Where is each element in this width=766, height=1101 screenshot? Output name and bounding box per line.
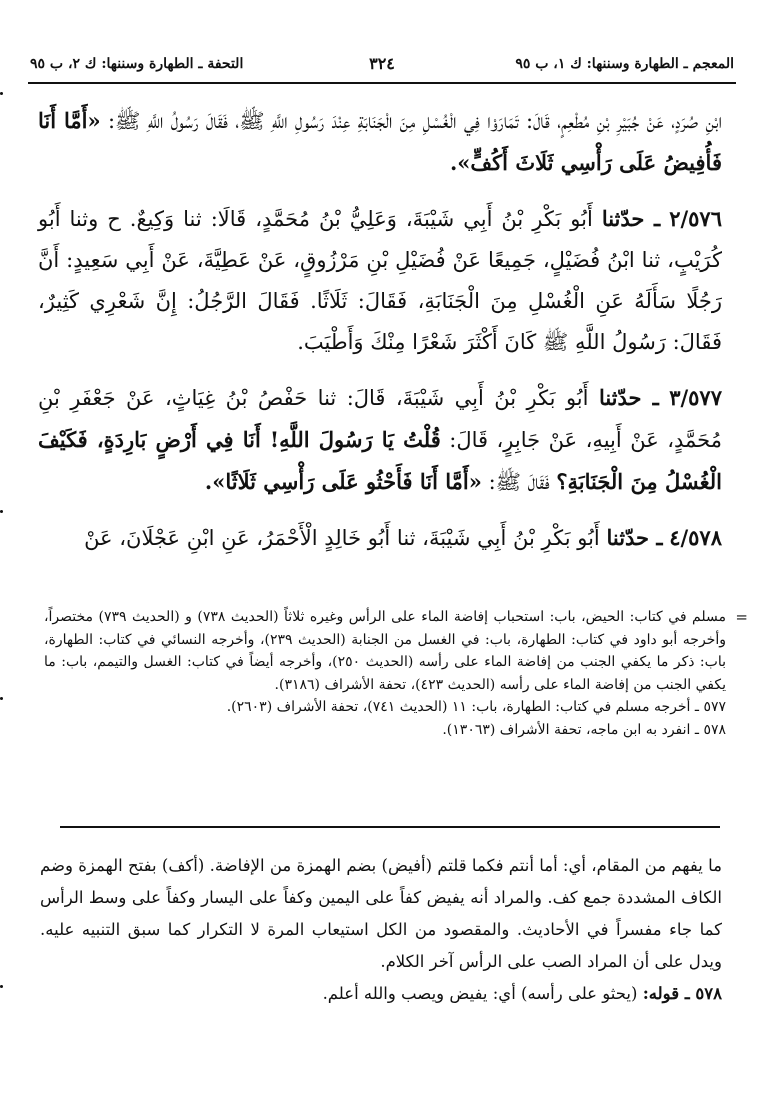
paragraph-text-2: فَقَالَ ﷺ: (488, 470, 550, 494)
margin-dot (0, 697, 3, 700)
header-left-title: التحفة ـ الطهارة وسننها: ك ٢، ب ٩٥ (30, 56, 244, 72)
prophet-quote: «أَمَّا أَنَا فَأُفِيضُ عَلَى رَأْسِي ثَلَاثَ أَكُفٍّ». (38, 108, 722, 175)
commentary-text: (يحثو على رأسه) أي: يفيض ويصب والله أعلم. (322, 984, 638, 1003)
margin-dot (0, 92, 3, 95)
hadith-576 (38, 198, 722, 363)
hadith-number: ٣/٥٧٧ (669, 385, 722, 410)
commentary-paragraph: ما يفهم من المقام، أي: أما أنتم فكما قلتم (أفيض) بضم الهمزة من الإفاضة. (أكف) بفتح الهمزة وضم الكاف المشددة جمع كف. والمراد أنه يفيض كفاً على اليمين وكفاً على اليسار وكفاً على وسط الرأس كما جاء مفسراً في الأحاديث. والمقصود من الكل استيعاب المرة لا التكرار كما سبق التنبيه عليه. ويدل على أن المراد الصب على الرأس آخر الكلام. (40, 856, 722, 971)
footnote-578: ٥٧٨ ـ انفرد به ابن ماجه، تحفة الأشراف (١٣٠٦٣). (442, 721, 726, 738)
prophet-quote: «أَمَّا أَنَا فَأَحْثُو عَلَى رَأْسِي ثَلَاثًا». (204, 469, 482, 494)
main-text (38, 100, 722, 573)
header-divider (28, 82, 736, 84)
question-text: قُلْتُ يَا رَسُولَ اللَّهِ! أَنَا فِي أَرْضٍ بَارِدَةٍ، فَكَيْفَ الْغُسْلُ مِنَ الْجَنَابَةِ؟ (38, 427, 722, 494)
page-number: ٣٢٤ (369, 54, 395, 73)
haddathana-label: ـ حدّثنا (601, 206, 661, 231)
commentary-578 (40, 978, 722, 1010)
footnote-divider (60, 826, 720, 828)
footnote-577: ٥٧٧ ـ أخرجه مسلم في كتاب: الطهارة، باب: ١١ (الحديث ٧٤١)، تحفة الأشراف (٢٦٠٣). (226, 699, 726, 715)
margin-dot (0, 510, 3, 513)
takhrij-footnotes (44, 606, 748, 741)
header-right-title: المعجم ـ الطهارة وسننها: ك ١، ب ٩٥ (515, 56, 734, 72)
hadith-number: ٤/٥٧٨ (669, 525, 722, 550)
continuation-sign: = (735, 608, 748, 626)
paragraph-text: أَبُو بَكْرِ بْنُ أَبِي شَيْبَةَ، وَعَلِيُّ بْنُ مُحَمَّدٍ، قَالَا: ثنا وَكِيعٌ. ح وثنا أَبُو كُرَيْبٍ، ثنا ابْنُ فُضَيْلٍ، جَمِيعًا عَنْ فُضَيْلِ بْنِ مَرْزُوقٍ، عَنْ عَطِيَّةَ، عَنْ أَبِي سَعِيدٍ: أَنَّ رَجُلًا سَأَلَهُ عَنِ الْغُسْلِ مِنَ الْجَنَابَةِ، فَقَالَ: ثَلَاثًا. فَقَالَ الرَّجُلُ: إِنَّ شَعْرِي كَثِيرٌ، فَقَالَ: رَسُولُ اللَّهِ ﷺ كَانَ أَكْثَرَ شَعْرًا مِنْكَ وَأَطْيَبَ. (38, 207, 722, 354)
hadith-578 (38, 517, 722, 559)
hadith-577 (38, 377, 722, 503)
commentary-footnotes (40, 850, 722, 1010)
paragraph-text: ابْنِ صُرَدٍ، عَنْ جُبَيْرِ بْنِ مُطْعِمٍ، قَالَ: تَمَارَوْا فِي الْغُسْلِ مِنَ الْجَنَابَةِ عِنْدَ رَسُولِ اللَّهِ ﷺ، فَقَالَ رَسُولُ اللَّهِ ﷺ: (107, 109, 722, 133)
hadith-continuation (38, 100, 722, 184)
commentary-label: ٥٧٨ ـ قوله: (642, 984, 722, 1003)
haddathana-label: ـ حدّثنا (598, 385, 659, 410)
paragraph-text: أَبُو بَكْرِ بْنُ أَبِي شَيْبَةَ، قَالَ: ثنا حَفْصُ بْنُ غِيَاثٍ، عَنْ جَعْفَرِ بْنِ مُحَمَّدٍ، عَنْ أَبِيهِ، عَنْ جَابِرٍ، قَالَ: (38, 386, 722, 452)
footnote-576: مسلم في كتاب: الحيض، باب: استحباب إفاضة الماء على الرأس وغيره ثلاثاً (الحديث ٧٣٨) و (الحديث ٧٣٩) مختصراً، وأخرجه أبو داود في كتاب: الطهارة، باب: في الغسل من الجنابة (الحديث ٢٣٩)، وأخرجه النسائي في كتاب: الطهارة، باب: ذكر ما يكفي الجنب من إفاضة الماء على رأسه (الحديث ٢٥٠)، وأخرجه أيضاً في كتاب: الغسل والتيمم، باب: ما يكفي الجنب من إفاضة الماء على رأسه (الحديث ٤٢٣)، تحفة الأشراف (٣١٨٦). (44, 609, 726, 693)
page-header (28, 50, 736, 80)
paragraph-text: أَبُو بَكْرِ بْنُ أَبِي شَيْبَةَ، ثنا أَبُو خَالِدٍ الْأَحْمَرُ، عَنِ ابْنِ عَجْلَانَ، عَنْ (84, 526, 600, 550)
margin-dot (0, 985, 3, 988)
haddathana-label: ـ حدّثنا (606, 525, 663, 550)
hadith-number: ٢/٥٧٦ (669, 206, 722, 231)
